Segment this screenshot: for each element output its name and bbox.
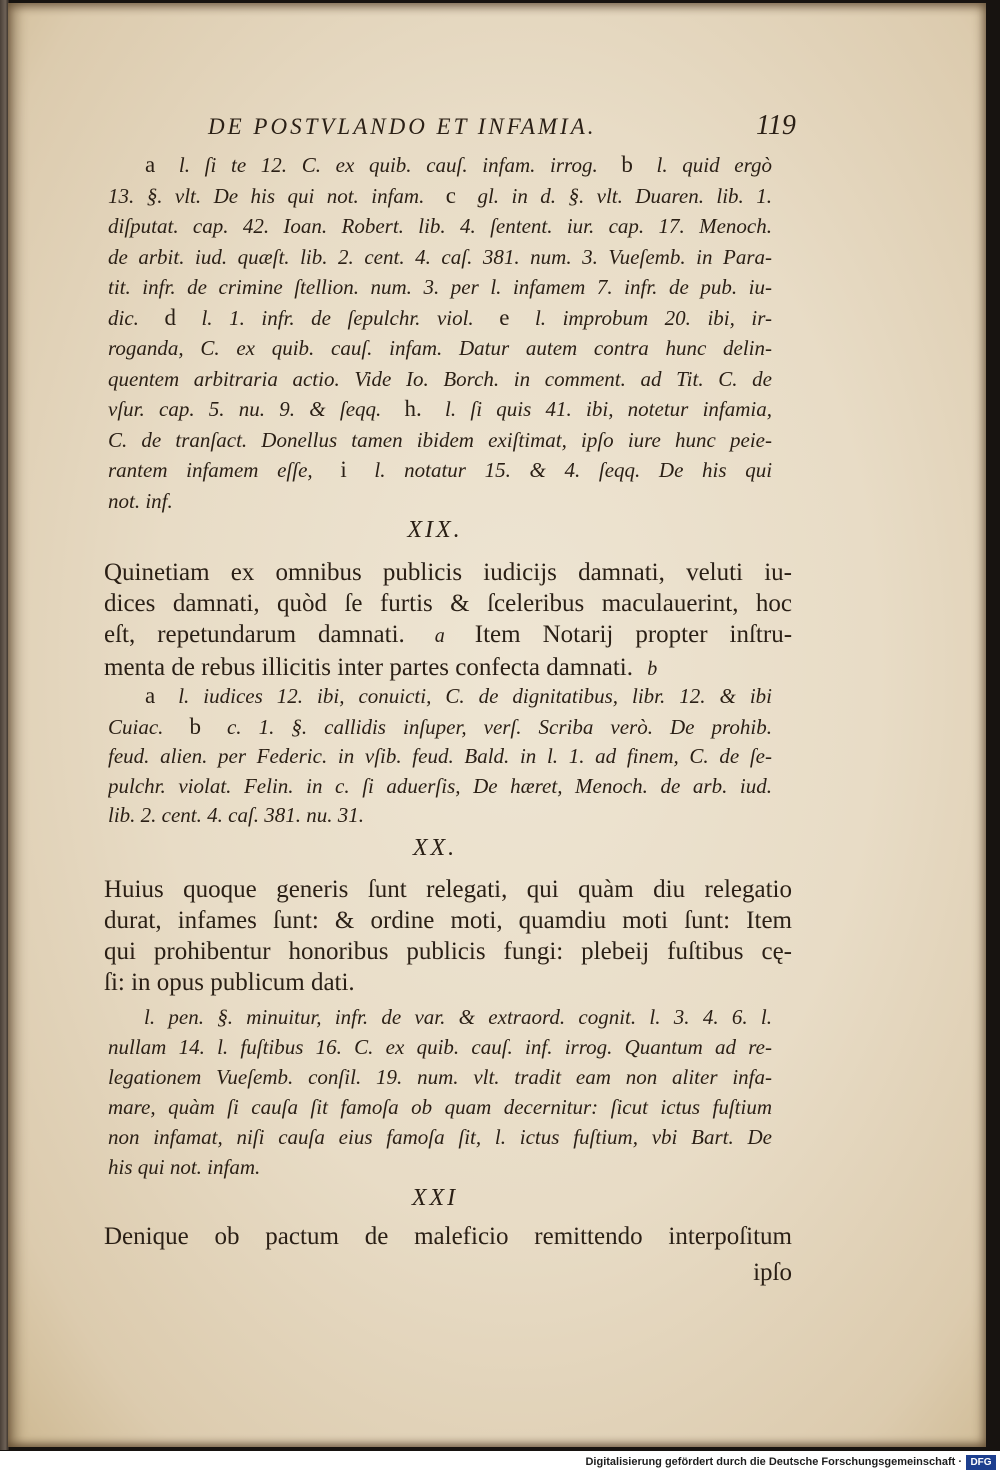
text-run: c. 1. §. callidis inſuper, verſ. Scriba verò. De prohib.: [226, 714, 772, 739]
text-run: lib. 2. cent. 4. caſ. 381. nu. 31.: [108, 803, 365, 827]
note-marker: d: [164, 304, 176, 330]
note-marker: c: [445, 182, 456, 208]
section-number: XIX.: [407, 517, 463, 543]
text-line: [104, 967, 792, 998]
footnote-line: [108, 425, 772, 456]
running-head: DE POSTVLANDO ET INFAMIA.: [208, 114, 597, 139]
text-line: [104, 1220, 792, 1254]
text-run: menta de rebus illicitis inter partes confecta damnati.: [104, 654, 633, 681]
text-run: roganda, C. ex quib. cauſ. infam. Datur autem contra hunc delin-: [108, 336, 772, 360]
footnote-line: [108, 1122, 772, 1152]
text-run: Item Notarij propter inſtru-: [474, 621, 792, 648]
text-line: [104, 619, 792, 652]
text-run: Denique ob pactum de maleficio remittendo interpoſitum: [104, 1223, 792, 1250]
text-run: diſputat. cap. 42. Ioan. Robert. lib. 4. ſentent. iur. cap. 17. Menoch.: [108, 214, 772, 238]
text-run: gl. in d. §. vlt. Duaren. lib. 1.: [477, 183, 772, 208]
note-marker: a: [145, 152, 156, 177]
text-line: [104, 905, 792, 936]
footnote-line: [108, 742, 772, 772]
note-marker: b: [189, 713, 201, 739]
footnote-block: [108, 1002, 772, 1182]
text-run: l. notatur 15. & 4. ſeqq. De his qui: [374, 458, 772, 482]
digitization-footer: [0, 1451, 1000, 1474]
footnote-line: [108, 242, 772, 273]
note-marker: a: [145, 683, 156, 708]
note-marker: h.: [404, 396, 422, 421]
footnote-line: [108, 1062, 772, 1092]
funding-credit: Digitalisierung gefördert durch die Deutsche Forschungsgemeinschaft ·: [585, 1456, 962, 1468]
footnote-line: [108, 394, 772, 425]
note-marker: i: [340, 457, 347, 482]
text-run: C. de tranſact. Donellus tamen ibidem exiſtimat, ipſo iure hunc peie-: [108, 427, 772, 452]
text-line: [104, 557, 792, 588]
footnote-line: [108, 681, 772, 712]
text-run: rantem infamem eſſe,: [108, 458, 313, 482]
text-line: [104, 936, 792, 967]
text-run: tit. infr. de crimine ſtellion. num. 3. per l. infamem 7. infr. de pub. iu-: [108, 275, 772, 299]
footnote-line: [108, 333, 772, 364]
text-run: l. iudices 12. ibi, conuicti, C. de dignitatibus, libr. 12. & ibi: [178, 684, 772, 708]
footnote-block: [108, 150, 772, 516]
catchword: ipſo: [753, 1259, 792, 1286]
text-run: durat, infames ſunt: & ordine moti, quamdiu moti ſunt: Item: [104, 907, 792, 934]
text-run: not. inf.: [108, 488, 173, 513]
text-run: 13. §. vlt. De his qui not. infam.: [108, 183, 425, 208]
footnote-line: [108, 486, 772, 517]
text-run: dic.: [108, 305, 139, 330]
footnote-line: [108, 455, 772, 486]
text-run: non infamat, niſi cauſa eius famoſa ſit, l. ictus fuſtium, vbi Bart. De: [108, 1125, 772, 1149]
footnote-line: [108, 1032, 772, 1062]
note-marker: b: [621, 152, 633, 177]
text-run: mare, quàm ſi cauſa ſit famoſa ob quam decernitur: ſicut ictus fuſtium: [108, 1095, 772, 1119]
text-run: l. ſi quis 41. ibi, notetur infamia,: [445, 397, 772, 421]
text-run: eſt, repetundarum damnati.: [104, 621, 405, 648]
footnote-line: [108, 1152, 772, 1182]
text-run: vſur. cap. 5. nu. 9. & ſeqq.: [108, 397, 382, 421]
text-run: l. pen. §. minuitur, infr. de var. & extraord. cognit. l. 3. 4. 6. l.: [144, 1005, 772, 1029]
footnote-line: [108, 364, 772, 395]
text-run: de arbit. iud. quæſt. lib. 2. cent. 4. caſ. 381. num. 3. Vueſemb. in Para-: [108, 244, 772, 269]
text-run: Cuiac.: [108, 714, 164, 739]
text-run: l. improbum 20. ibi, ir-: [534, 305, 772, 330]
text-run: l. quid ergò: [656, 153, 772, 177]
section-number: XX.: [412, 835, 458, 861]
text-run: quentem arbitraria actio. Vide Io. Borch. in comment. ad Tit. C. de: [108, 366, 772, 391]
footnote-line: [108, 150, 772, 181]
section-number: XXI: [411, 1185, 459, 1211]
body-paragraph: [104, 557, 792, 685]
text-run: l. 1. infr. de ſepulchr. viol.: [201, 305, 474, 330]
text-run: Quinetiam ex omnibus publicis iudicijs damnati, veluti iu-: [104, 559, 792, 586]
text-run: dices damnati, quòd ſe furtis & ſceleribus maculauerint, hoc: [104, 590, 792, 617]
footnote-line: [108, 772, 772, 802]
footnote-line: [108, 1092, 772, 1122]
text-run: Huius quoque generis ſunt relegati, qui quàm diu relegatio: [104, 876, 792, 903]
footnote-line: [108, 1002, 772, 1032]
note-marker: b: [647, 658, 658, 680]
note-marker: e: [499, 304, 510, 330]
text-run: feud. alien. per Federic. in vſib. feud. Bald. in l. 1. ad finem, C. de ſe-: [108, 744, 772, 768]
text-line: [104, 588, 792, 619]
body-paragraph: [104, 874, 792, 998]
text-run: qui prohibentur honoribus publicis fungi: plebeij fuſtibus cę-: [104, 938, 792, 965]
text-run: l. ſi te 12. C. ex quib. cauſ. infam. irrog.: [178, 153, 598, 177]
footnote-line: [108, 181, 772, 212]
text-run: ſi: in opus publicum dati.: [104, 969, 355, 996]
page-number: 119: [756, 110, 796, 141]
text-run: his qui not. infam.: [108, 1155, 261, 1179]
footnote-line: [108, 272, 772, 303]
footnote-line: [108, 211, 772, 242]
text-line: [104, 874, 792, 905]
note-marker: a: [434, 625, 445, 647]
footnote-line: [108, 801, 772, 831]
body-paragraph: [104, 1220, 792, 1254]
text-run: nullam 14. l. fuſtibus 16. C. ex quib. cauſ. inf. irrog. Quantum ad re-: [108, 1035, 772, 1059]
text-run: pulchr. violat. Felin. in c. ſi aduerſis, De hæret, Menoch. de arb. iud.: [108, 773, 772, 798]
footnote-line: [108, 712, 772, 743]
dfg-logo-icon: DFG: [966, 1455, 996, 1470]
footnote-block: [108, 681, 772, 831]
text-run: legationem Vueſemb. conſil. 19. num. vlt. tradit eam non aliter infa-: [108, 1065, 772, 1089]
footnote-line: [108, 303, 772, 334]
